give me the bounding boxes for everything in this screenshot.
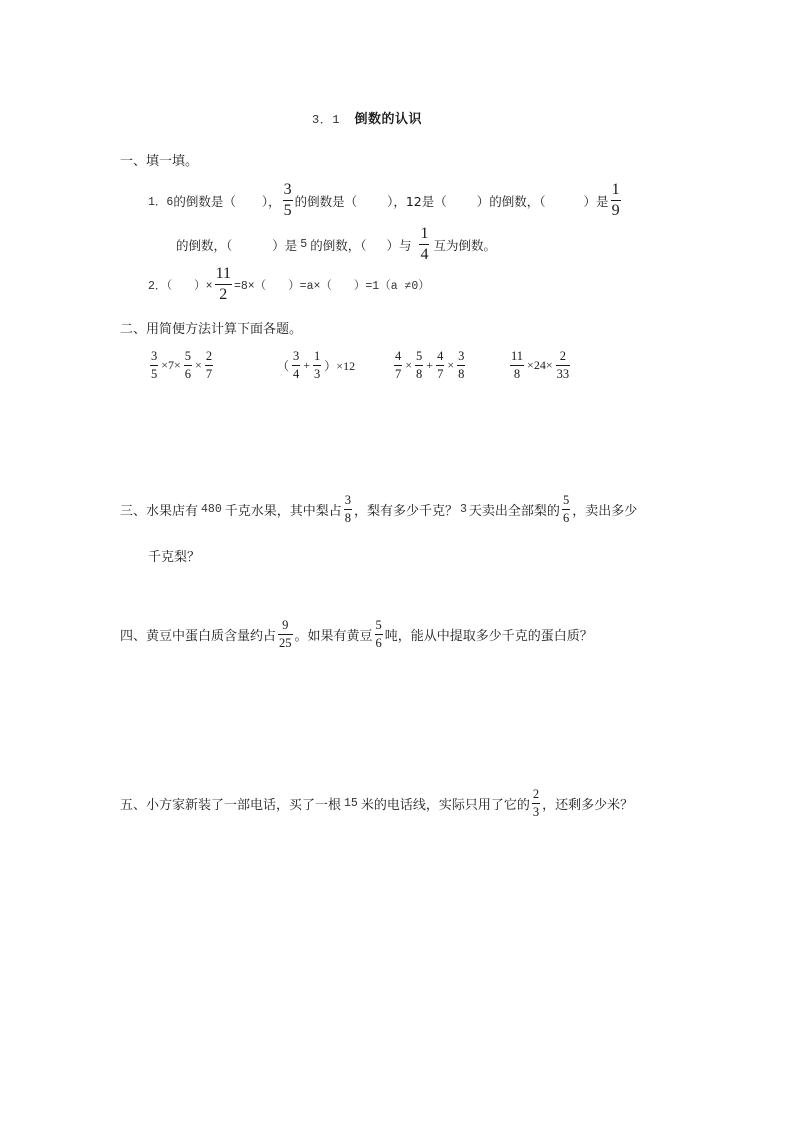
question-1-line-1 [148, 182, 623, 219]
s3-text: 三、水果店有 [120, 503, 199, 519]
section-2-heading: 二、用简便方法计算下面各题。 [120, 322, 303, 337]
title-text: 倒数的认识 [354, 112, 423, 127]
s5-text: 米的电话线，实际只用了它的 [360, 797, 530, 813]
calc-problem-2 [276, 350, 356, 380]
q2-text: =8×（ [233, 279, 267, 293]
q1-text: ）与 [386, 237, 412, 253]
q1-text: ）的倒数，（ [476, 193, 546, 209]
section-5 [120, 788, 633, 818]
s3-number: 3 [460, 502, 467, 516]
fraction: $\frac{3}{8}$ [458, 349, 465, 381]
fraction: $\frac{2}{33}$ [556, 349, 570, 381]
fraction: $\frac{4}{7}$ [437, 349, 444, 381]
operator: × [405, 357, 413, 372]
fraction-1-4: $\frac{1}{4}$ [420, 225, 429, 263]
fraction: $\frac{1}{3}$ [314, 349, 321, 381]
section-1-heading: 一、填一填。 [120, 154, 199, 169]
page-title [312, 108, 422, 127]
calc-problem-1 [148, 350, 215, 380]
fraction: $\frac{2}{7}$ [205, 349, 213, 381]
section-3-line-1 [120, 494, 637, 524]
fraction-1-9: $\frac{1}{9}$ [611, 181, 620, 219]
operator: （ [277, 358, 290, 373]
q2-text: ）× [194, 279, 213, 293]
q1-text: 是（ [421, 193, 447, 209]
s3-number: 480 [201, 502, 222, 516]
q1-text: ）， [261, 193, 281, 209]
q2-text: ）=a×（ [288, 279, 332, 293]
operator: + [303, 357, 311, 372]
fraction: $\frac{5}{8}$ [416, 349, 423, 381]
q1-text: ），12 [387, 193, 422, 209]
s5-text: ，还剩多少米？ [542, 797, 634, 813]
operator: ）×12 [324, 358, 356, 373]
q1-text: 的倒数，（ [310, 237, 367, 253]
fraction-5-6: $\frac{5}{6}$ [562, 493, 570, 525]
question-1-line-2 [176, 226, 496, 263]
section-4 [120, 619, 593, 649]
fraction-9-25: $\frac{9}{25}$ [279, 618, 292, 650]
operator: + [426, 357, 434, 372]
fraction: $\frac{5}{6}$ [184, 349, 192, 381]
q1-number: 5 [300, 238, 308, 251]
q2-prefix: 2．（ [148, 279, 173, 293]
q1-text: ）是 [583, 193, 609, 209]
fraction: $\frac{4}{7}$ [395, 349, 402, 381]
q1-text: 互为倒数。 [433, 237, 496, 253]
operator: ×7× [161, 357, 181, 372]
calc-problem-3 [392, 350, 467, 380]
fraction-11-2: $\frac{11}{2}$ [215, 265, 231, 303]
fraction-2-3: $\frac{2}{3}$ [532, 787, 540, 819]
s3-text: 千克水果，其中梨占 [224, 503, 342, 519]
calc-problem-4 [508, 350, 572, 380]
operator: ×24× [527, 357, 553, 372]
s3-text: ，梨有多少千克？ [354, 503, 459, 519]
q1-text: 的倒数是（ [294, 193, 358, 209]
fraction-3-8: $\frac{3}{8}$ [344, 493, 351, 525]
section-3-line-2: 千克梨？ [148, 550, 201, 565]
s3-text: ，卖出多少 [572, 503, 638, 519]
q1-text: 的倒数是（ [173, 193, 236, 209]
title-number: 3．1 [312, 113, 340, 127]
operator: × [447, 357, 455, 372]
s4-text: 吨，能从中提取多少千克的蛋白质？ [384, 628, 593, 644]
operator: × [195, 357, 202, 372]
q1-text: 的倒数，（ [176, 237, 233, 253]
fraction: $\frac{3}{5}$ [151, 349, 158, 381]
q1-prefix: 1．6 [148, 195, 174, 209]
fraction-5-6: $\frac{5}{6}$ [375, 618, 382, 650]
q1-text: ）是 [272, 237, 298, 253]
fraction: $\frac{11}{8}$ [511, 349, 524, 381]
s4-text: 。如果有黄豆 [294, 628, 373, 644]
s3-text: 天卖出全部梨的 [468, 503, 560, 519]
q2-text: ）=1（a ≠0） [353, 279, 430, 293]
fraction-3-5: $\frac{3}{5}$ [283, 181, 292, 219]
s5-text: 五、小方家新装了一部电话，买了一根 [120, 797, 342, 813]
s5-number: 15 [344, 796, 358, 810]
fraction: $\frac{3}{4}$ [293, 349, 300, 381]
s4-text: 四、黄豆中蛋白质含量约占 [120, 628, 277, 644]
question-2 [148, 266, 430, 303]
